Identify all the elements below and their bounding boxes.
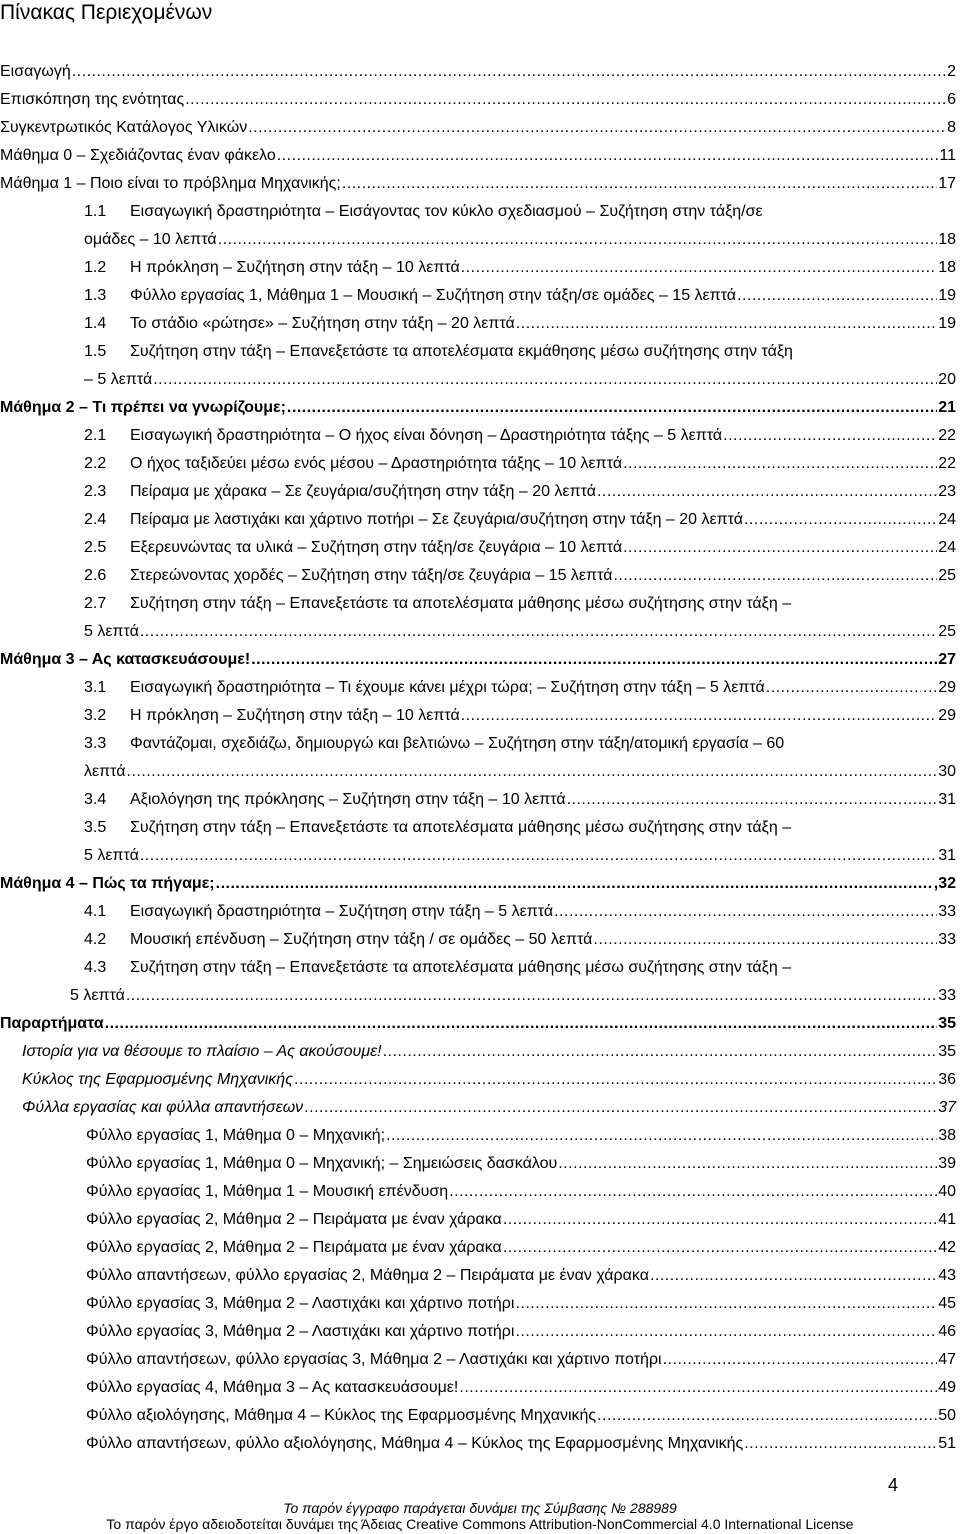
toc-entry[interactable]: Μάθημα 2 – Τι πρέπει να γνωρίζουμε; ..... 21 — [0, 396, 956, 420]
toc-entry[interactable]: 4.3 Συζήτηση στην τάξη – Επανεξετάστε τα αποτελέσματα μάθησης μέσω συζήτησης στην τάξη – — [84, 959, 792, 976]
toc-entry[interactable]: Εισαγωγή ..... 2 — [0, 60, 956, 84]
toc-entry[interactable]: Φύλλο εργασίας 2, Μάθημα 2 – Πειράματα με έναν χάρακα ..... 42 — [86, 1236, 956, 1260]
toc-entry[interactable]: Φύλλο εργασίας 4, Μάθημα 3 – Ας κατασκευάσουμε! ..... 49 — [86, 1376, 956, 1400]
toc-entry[interactable]: 1.3 Φύλλο εργασίας 1, Μάθημα 1 – Μουσική – Συζήτηση στην τάξη/σε ομάδες – 15 λεπτά ..... 19 — [84, 284, 956, 308]
toc-entry[interactable]: 1.1 Εισαγωγική δραστηριότητα – Εισάγοντας τον κύκλο σχεδιασμού – Συζήτηση στην τάξη/σε — [84, 203, 763, 220]
toc-entry[interactable]: Μάθημα 0 – Σχεδιάζοντας έναν φάκελο ..... 11 — [0, 144, 956, 168]
toc-entry[interactable]: 3.5 Συζήτηση στην τάξη – Επανεξετάστε τα αποτελέσματα μάθησης μέσω συζήτησης στην τάξη – — [84, 819, 792, 836]
toc-entry[interactable]: 1.2 Η πρόκληση – Συζήτηση στην τάξη – 10 λεπτά ..... 18 — [84, 256, 956, 280]
toc-entry[interactable]: Μάθημα 3 – Ας κατασκευάσουμε! ..... 27 — [0, 648, 956, 672]
toc-entry[interactable]: Ιστορία για να θέσουμε το πλαίσιο – Ας ακούσουμε! ..... 35 — [22, 1040, 956, 1064]
toc-entry[interactable]: 3.2 Η πρόκληση – Συζήτηση στην τάξη – 10 λεπτά ..... 29 — [84, 704, 956, 728]
toc-entry[interactable]: 2.4 Πείραμα με λαστιχάκι και χάρτινο ποτήρι – Σε ζευγάρια/συζήτηση στην τάξη – 20 λεπτά ..... 24 — [84, 508, 956, 532]
toc-entry[interactable]: – 5 λεπτά ..... 20 — [84, 368, 956, 392]
toc-entry[interactable]: Φύλλο εργασίας 1, Μάθημα 1 – Μουσική επένδυση ..... 40 — [86, 1180, 956, 1204]
toc-entry[interactable]: Φύλλο εργασίας 2, Μάθημα 2 – Πειράματα με έναν χάρακα ..... 41 — [86, 1208, 956, 1232]
toc-entry[interactable]: Φύλλο εργασίας 3, Μάθημα 2 – Λαστιχάκι και χάρτινο ποτήρι ..... 46 — [86, 1320, 956, 1344]
toc-entry[interactable]: 3.4 Αξιολόγηση της πρόκλησης – Συζήτηση στην τάξη – 10 λεπτά ..... 31 — [84, 788, 956, 812]
toc-entry[interactable]: Φύλλο αξιολόγησης, Μάθημα 4 – Κύκλος της Εφαρμοσμένης Μηχανικής ..... 50 — [86, 1404, 956, 1428]
toc-entry[interactable]: 3.3 Φαντάζομαι, σχεδιάζω, δημιουργώ και βελτιώνω – Συζήτηση στην τάξη/ατομική εργασία – 60 — [84, 735, 785, 752]
toc-entry[interactable]: Φύλλα εργασίας και φύλλα απαντήσεων ..... 37 — [22, 1096, 956, 1120]
toc-entry[interactable]: Κύκλος της Εφαρμοσμένης Μηχανικής ..... 36 — [22, 1068, 956, 1092]
toc-entry[interactable]: 5 λεπτά ..... 25 — [84, 620, 956, 644]
footer-license-notice: Το παρόν έργο αδειοδοτείται δυνάμει της Άδειας Creative Commons Attribution-NonCommercial 4.0 International License — [106, 1516, 854, 1532]
toc-entry[interactable]: Παραρτήματα ..... 35 — [0, 1012, 956, 1036]
toc-entry[interactable]: 4.1 Εισαγωγική δραστηριότητα – Συζήτηση στην τάξη – 5 λεπτά ..... 33 — [84, 900, 956, 924]
toc-entry[interactable]: Φύλλο εργασίας 1, Μάθημα 0 – Μηχανική; – Σημειώσεις δασκάλου ..... 39 — [86, 1152, 956, 1176]
toc-entry[interactable]: 1.4 Το στάδιο «ρώτησε» – Συζήτηση στην τάξη – 20 λεπτά ..... 19 — [84, 312, 956, 336]
toc-entry[interactable]: Μάθημα 1 – Ποιο είναι το πρόβλημα Μηχανικής; ..... 17 — [0, 172, 956, 196]
toc-entry[interactable]: Συγκεντρωτικός Κατάλογος Υλικών ..... 8 — [0, 116, 956, 140]
toc-entry[interactable]: Επισκόπηση της ενότητας ..... 6 — [0, 88, 956, 112]
toc-entry[interactable]: ομάδες – 10 λεπτά ..... 18 — [84, 228, 956, 252]
toc-entry[interactable]: 5 λεπτά ..... 31 — [84, 844, 956, 868]
toc-entry[interactable]: Φύλλο απαντήσεων, φύλλο εργασίας 2, Μάθημα 2 – Πειράματα με έναν χάρακα ..... 43 — [86, 1264, 956, 1288]
toc-entry[interactable]: 2.1 Εισαγωγική δραστηριότητα – Ο ήχος είναι δόνηση – Δραστηριότητα τάξης – 5 λεπτά ..... 22 — [84, 424, 956, 448]
toc-entry[interactable]: Φύλλο εργασίας 1, Μάθημα 0 – Μηχανική; ..... 38 — [86, 1124, 956, 1148]
page-title: Πίνακας Περιεχομένων — [0, 1, 213, 24]
toc-entry[interactable]: 4.2 Μουσική επένδυση – Συζήτηση στην τάξη / σε ομάδες – 50 λεπτά ..... 33 — [84, 928, 956, 952]
toc-entry[interactable]: 1.5 Συζήτηση στην τάξη – Επανεξετάστε τα αποτελέσματα εκμάθησης μέσω συζήτησης στην τάξη — [84, 343, 793, 360]
toc-entry[interactable]: 2.6 Στερεώνοντας χορδές – Συζήτηση στην τάξη/σε ζευγάρια – 15 λεπτά ..... 25 — [84, 564, 956, 588]
toc-entry[interactable]: Φύλλο εργασίας 3, Μάθημα 2 – Λαστιχάκι και χάρτινο ποτήρι ..... 45 — [86, 1292, 956, 1316]
toc-entry[interactable]: Φύλλο απαντήσεων, φύλλο αξιολόγησης, Μάθημα 4 – Κύκλος της Εφαρμοσμένης Μηχανικής ..... 51 — [86, 1432, 956, 1456]
toc-entry[interactable]: Μάθημα 4 – Πώς τα πήγαμε; ..... ,32 — [0, 872, 956, 896]
toc-entry[interactable]: 2.3 Πείραμα με χάρακα – Σε ζευγάρια/συζήτηση στην τάξη – 20 λεπτά ..... 23 — [84, 480, 956, 504]
toc-entry[interactable]: λεπτά ..... 30 — [84, 760, 956, 784]
toc-entry[interactable]: 2.5 Εξερευνώντας τα υλικά – Συζήτηση στην τάξη/σε ζευγάρια – 10 λεπτά ..... 24 — [84, 536, 956, 560]
toc-entry[interactable]: 2.7 Συζήτηση στην τάξη – Επανεξετάστε τα αποτελέσματα μάθησης μέσω συζήτησης στην τάξη – — [84, 595, 792, 612]
toc-entry[interactable]: Φύλλο απαντήσεων, φύλλο εργασίας 3, Μάθημα 2 – Λαστιχάκι και χάρτινο ποτήρι ..... 47 — [86, 1348, 956, 1372]
toc-entry[interactable]: 2.2 Ο ήχος ταξιδεύει μέσω ενός μέσου – Δραστηριότητα τάξης – 10 λεπτά ..... 22 — [84, 452, 956, 476]
footer-contract-notice: Το παρόν έγγραφο παράγεται δυνάμει της Σύμβασης № 288989 — [283, 1500, 677, 1516]
toc-entry[interactable]: 5 λεπτά ..... 33 — [70, 984, 956, 1008]
page-number: 4 — [887, 1475, 898, 1495]
toc-entry[interactable]: 3.1 Εισαγωγική δραστηριότητα – Τι έχουμε κάνει μέχρι τώρα; – Συζήτηση στην τάξη – 5 λεπτά ..... …29 — [84, 676, 956, 700]
